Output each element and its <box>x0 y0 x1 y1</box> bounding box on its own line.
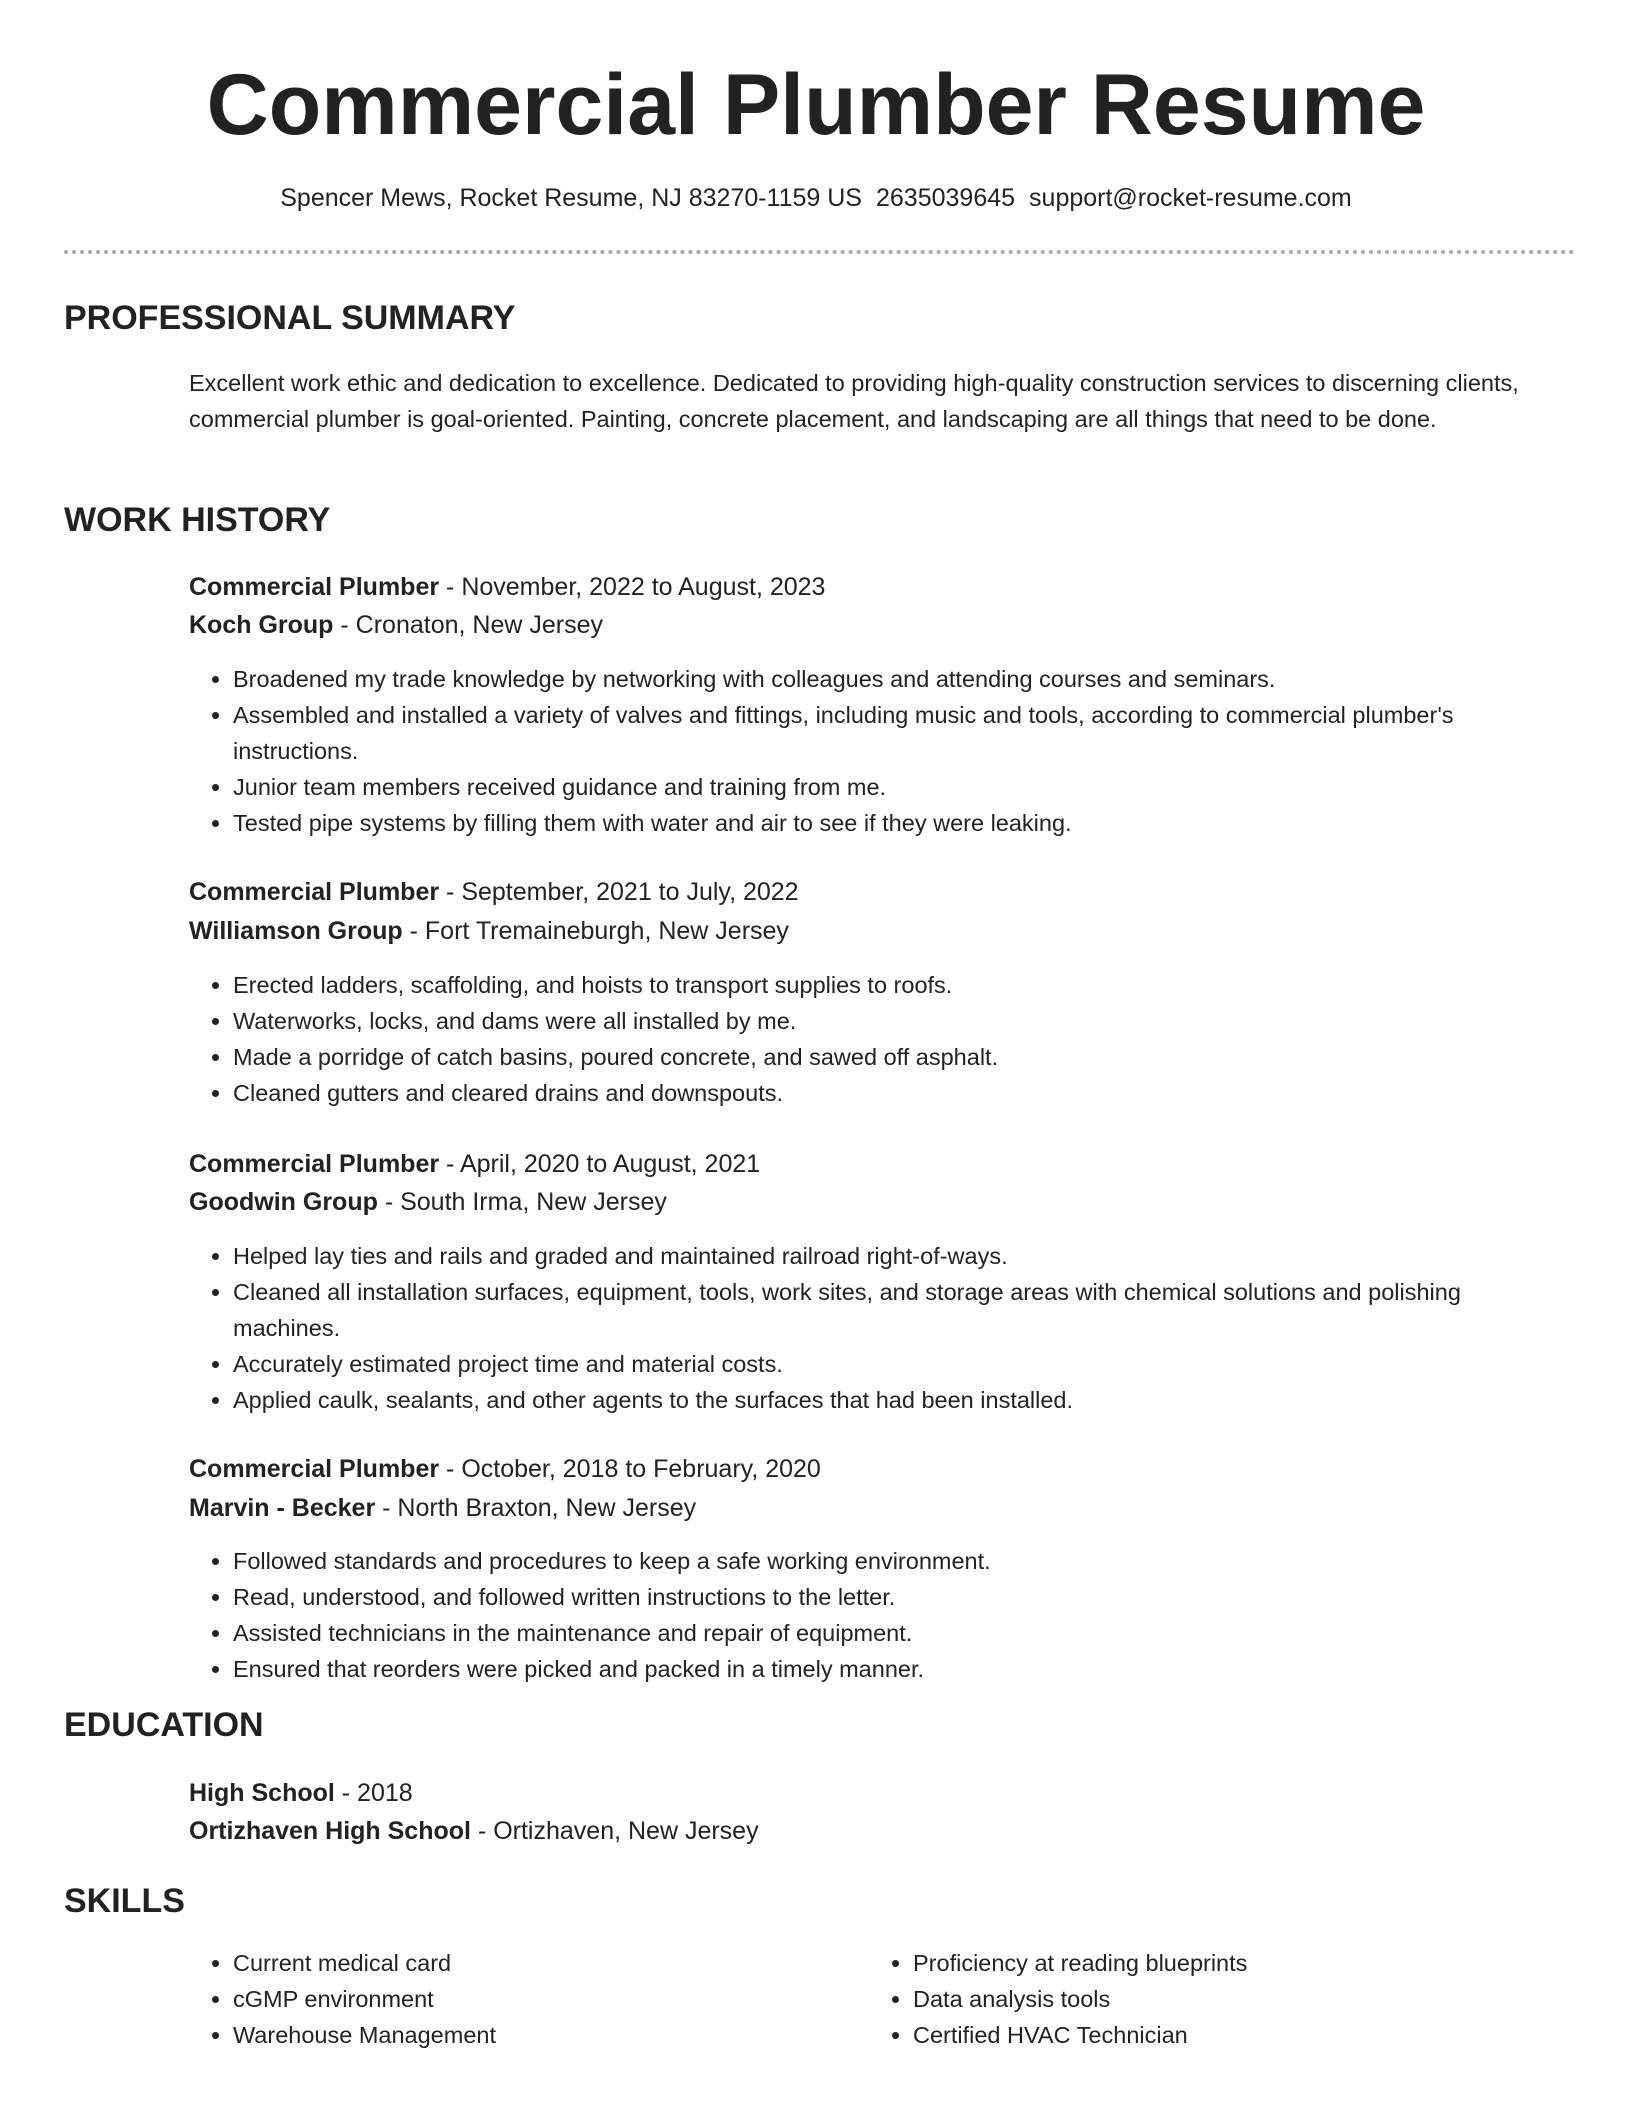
job-bullet: • Assembled and installed a variety of valves and fittings, including music and tools, according to commercial plumber's instructions. <box>233 697 1551 769</box>
job-company: Marvin - Becker <box>189 1494 376 1522</box>
contact-phone: 2635039645 <box>876 184 1016 212</box>
job-bullet: • Tested pipe systems by filling them with water and air to see if they were leaking. <box>233 805 1551 841</box>
job-dates: - November, 2022 to August, 2023 <box>446 573 826 601</box>
skills-list-right <box>869 1945 1489 2053</box>
job-bullets <box>189 1238 1551 1418</box>
job-dates: - October, 2018 to February, 2020 <box>446 1455 821 1483</box>
job-company-line <box>189 1184 667 1220</box>
job-bullet: • Junior team members received guidance and training from me. <box>233 769 1551 805</box>
job-bullet: • Helped lay ties and rails and graded and maintained railroad right-of-ways. <box>233 1238 1551 1274</box>
skill-item: • Certified HVAC Technician <box>913 2017 1489 2053</box>
job-title: Commercial Plumber <box>189 878 440 906</box>
job-company-line <box>189 607 603 643</box>
job-title-line <box>189 874 799 910</box>
job-bullets <box>189 967 1551 1111</box>
job-location: - Fort Tremaineburgh, New Jersey <box>409 917 789 945</box>
skills-heading: SKILLS <box>64 1882 185 1920</box>
job-bullet: • Assisted technicians in the maintenance and repair of equipment. <box>233 1615 1551 1651</box>
skill-item: • Warehouse Management <box>233 2017 809 2053</box>
work-history-heading: WORK HISTORY <box>64 501 331 539</box>
job-bullet: • Accurately estimated project time and material costs. <box>233 1346 1551 1382</box>
job-bullet: • Read, understood, and followed written instructions to the letter. <box>233 1579 1551 1615</box>
job-bullet: • Applied caulk, sealants, and other agents to the surfaces that had been installed. <box>233 1382 1551 1418</box>
job-title-line <box>189 1146 760 1182</box>
education-degree: High School <box>189 1779 335 1807</box>
job-bullet: • Followed standards and procedures to keep a safe working environment. <box>233 1543 1551 1579</box>
skill-item: • Current medical card <box>233 1945 809 1981</box>
education-heading: EDUCATION <box>64 1706 264 1744</box>
job-bullets <box>189 1543 1551 1687</box>
job-company: Goodwin Group <box>189 1188 378 1216</box>
job-company: Koch Group <box>189 611 334 639</box>
job-title: Commercial Plumber <box>189 1455 440 1483</box>
job-bullet: • Ensured that reorders were picked and packed in a timely manner. <box>233 1651 1551 1687</box>
education-school-line <box>189 1813 759 1849</box>
summary-text: Excellent work ethic and dedication to excellence. Dedicated to providing high-quality construction services to discerning clients, commercial plumber is goal-oriented. Painting, concrete placement, and landscaping are all things that need to be done. <box>189 370 1519 432</box>
job-company-line <box>189 913 789 949</box>
education-location: - Ortizhaven, New Jersey <box>477 1817 759 1845</box>
education-degree-line <box>189 1775 413 1811</box>
job-bullet: • Waterworks, locks, and dams were all installed by me. <box>233 1003 1551 1039</box>
skill-item: • cGMP environment <box>233 1981 809 2017</box>
contact-email: support@rocket-resume.com <box>1029 184 1352 212</box>
job-dates: - April, 2020 to August, 2021 <box>446 1150 761 1178</box>
skill-item: • Data analysis tools <box>913 1981 1489 2017</box>
job-bullet: • Cleaned gutters and cleared drains and downspouts. <box>233 1075 1551 1111</box>
job-title: Commercial Plumber <box>189 1150 440 1178</box>
job-location: - South Irma, New Jersey <box>384 1188 667 1216</box>
education-school: Ortizhaven High School <box>189 1817 471 1845</box>
skill-item: • Proficiency at reading blueprints <box>913 1945 1489 1981</box>
job-company-line <box>189 1490 696 1526</box>
education-year: - 2018 <box>341 1779 413 1807</box>
job-bullet: • Cleaned all installation surfaces, equipment, tools, work sites, and storage areas with chemical solutions and polishing machines. <box>233 1274 1551 1346</box>
contact-line <box>0 180 1632 216</box>
resume-title: Commercial Plumber Resume <box>206 57 1426 153</box>
job-bullet: • Broadened my trade knowledge by networking with colleagues and attending courses and seminars. <box>233 661 1551 697</box>
summary-heading: PROFESSIONAL SUMMARY <box>64 299 516 337</box>
job-dates: - September, 2021 to July, 2022 <box>446 878 799 906</box>
job-bullet: • Made a porridge of catch basins, poured concrete, and sawed off asphalt. <box>233 1039 1551 1075</box>
job-bullet: • Erected ladders, scaffolding, and hoists to transport supplies to roofs. <box>233 967 1551 1003</box>
job-title: Commercial Plumber <box>189 573 440 601</box>
job-company: Williamson Group <box>189 917 403 945</box>
job-location: - North Braxton, New Jersey <box>382 1494 697 1522</box>
skills-list-left <box>189 1945 809 2053</box>
contact-address: Spencer Mews, Rocket Resume, NJ 83270-1159 US <box>280 184 862 212</box>
job-title-line <box>189 569 825 605</box>
job-location: - Cronaton, New Jersey <box>340 611 603 639</box>
header-divider <box>64 250 1575 254</box>
job-title-line <box>189 1451 821 1487</box>
job-bullets <box>189 661 1551 841</box>
